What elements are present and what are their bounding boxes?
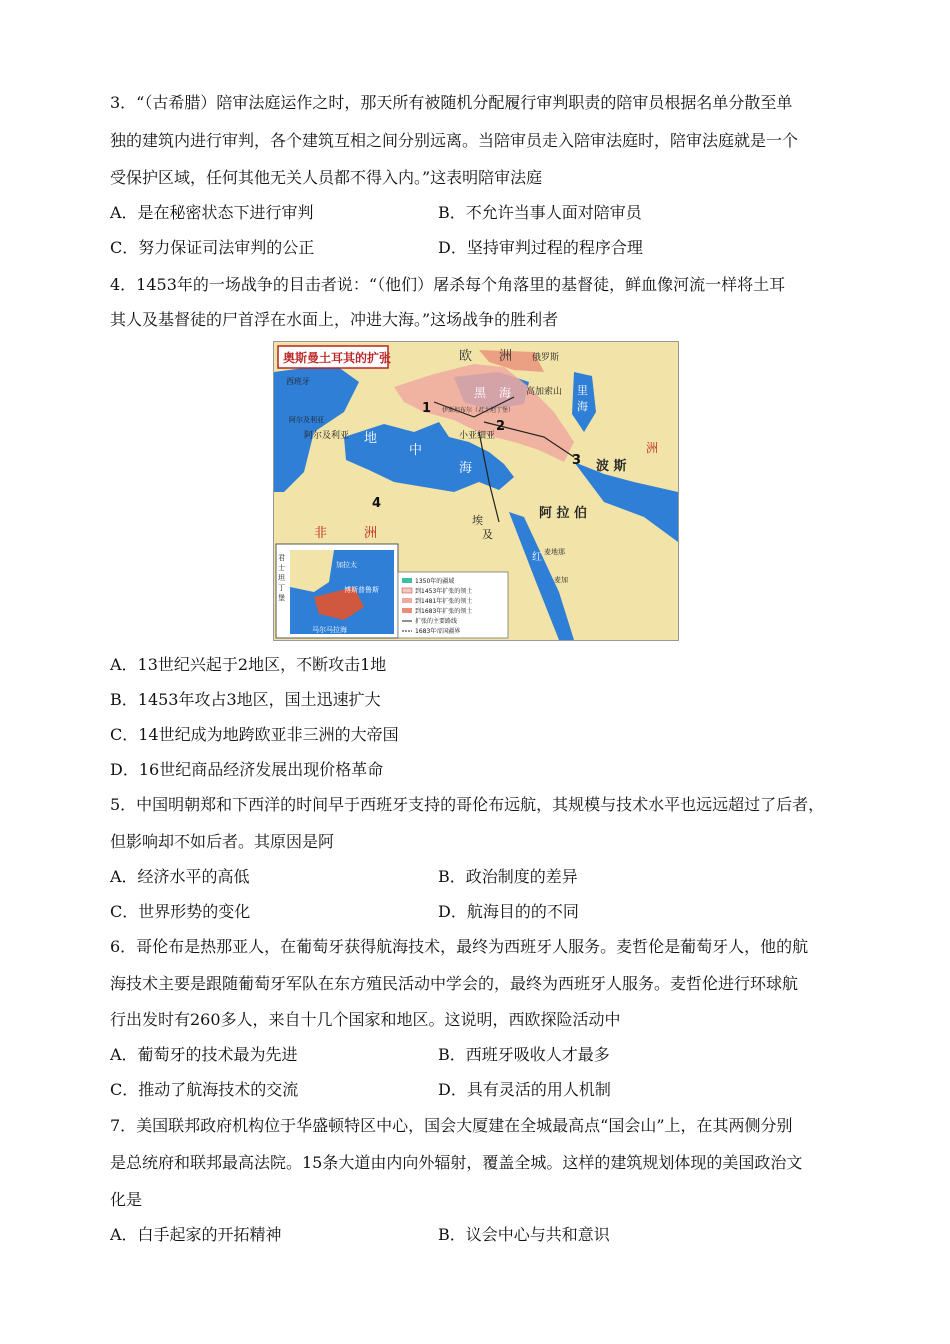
q7-option-a[interactable]: A．白手起家的开拓精神 bbox=[110, 1225, 282, 1244]
label-egypt-2: 及 bbox=[482, 528, 493, 541]
q6-stem-line-3: 行出发时有260多人，来自十几个国家和地区。这说明，西欧探险活动中 bbox=[110, 1010, 621, 1029]
label-caucasus: 高加索山 bbox=[526, 387, 563, 397]
label-algeria-short: 阿尔及利亚 bbox=[289, 416, 324, 424]
inset-marmara: 马尔马拉海 bbox=[312, 626, 347, 634]
legend-swatch-1 bbox=[402, 578, 412, 583]
q5-option-b[interactable]: B．政治制度的差异 bbox=[438, 867, 578, 886]
region-2: 2 bbox=[496, 419, 506, 434]
region-3: 3 bbox=[572, 453, 582, 468]
label-west-sea: 西班牙 bbox=[286, 377, 310, 386]
q5-stem-line-1: 5．中国明朝郑和下西洋的时间早于西班牙支持的哥伦布远航，其规模与技术水平也远远超过了后者， bbox=[110, 795, 825, 814]
label-europe-1: 欧 bbox=[459, 349, 473, 364]
q4-option-c[interactable]: C．14世纪成为地跨欧亚非三洲的大帝国 bbox=[110, 725, 399, 744]
label-egypt-1: 埃 bbox=[472, 514, 483, 527]
label-africa-2: 洲 bbox=[364, 526, 378, 541]
inset-galata: 加拉太 bbox=[336, 561, 357, 569]
inset-title-5: 堡 bbox=[278, 594, 285, 602]
label-algeria: 阿尔及利亚 bbox=[304, 431, 350, 441]
label-caspian-1: 里 bbox=[577, 384, 588, 397]
label-arabia: 阿 拉 伯 bbox=[539, 506, 588, 521]
legend-item-6: 1683年帝国疆界 bbox=[415, 628, 461, 635]
label-caspian-2: 海 bbox=[577, 400, 588, 413]
inset-golden-horn: 博斯普鲁斯 bbox=[344, 586, 379, 594]
legend-swatch-3 bbox=[402, 598, 412, 603]
q3-stem-line-1: 3．“（古希腊）陪审法庭运作之时，那天所有被随机分配履行审判职责的陪审员根据名单分散至单 bbox=[110, 93, 793, 112]
label-black-2: 海 bbox=[499, 386, 512, 400]
q3-option-d[interactable]: D．坚持审判过程的程序合理 bbox=[438, 238, 643, 257]
label-istanbul: 伊斯坦布尔（君士坦丁堡） bbox=[442, 407, 515, 414]
legend-item-4: 到1683年扩张的领土 bbox=[415, 608, 473, 615]
q4-stem-line-1: 4．1453年的一场战争的目击者说：“（他们）屠杀每个角落里的基督徒，鲜血像河流一样将土耳 bbox=[110, 275, 786, 294]
label-black-1: 黑 bbox=[474, 386, 487, 400]
legend-item-1: 1350年的疆域 bbox=[415, 578, 455, 585]
q5-stem-line-2: 但影响却不如后者。其原因是阿 bbox=[110, 832, 335, 851]
label-europe-2: 洲 bbox=[499, 349, 513, 364]
inset-title-3: 坦 bbox=[278, 574, 285, 582]
label-asia-minor: 小亚细亚 bbox=[459, 431, 496, 441]
q3-stem-line-2: 独的建筑内进行审判，各个建筑互相之间分别远离。当陪审员走入陪审法庭时，陪审法庭就是一个 bbox=[110, 131, 799, 150]
label-asia: 洲 bbox=[646, 441, 659, 455]
label-africa-1: 非 bbox=[314, 526, 328, 541]
region-1: 1 bbox=[422, 401, 432, 416]
label-persia: 波 斯 bbox=[596, 459, 627, 474]
label-med-3: 海 bbox=[459, 461, 473, 476]
q3-option-c[interactable]: C．努力保证司法审判的公正 bbox=[110, 238, 315, 257]
q6-option-c[interactable]: C．推动了航海技术的交流 bbox=[110, 1080, 299, 1099]
label-med-2: 中 bbox=[409, 443, 423, 458]
q5-option-c[interactable]: C．世界形势的变化 bbox=[110, 902, 251, 921]
q5-option-a[interactable]: A．经济水平的高低 bbox=[110, 867, 250, 886]
q4-option-d[interactable]: D．16世纪商品经济发展出现价格革命 bbox=[110, 760, 384, 779]
q6-option-d[interactable]: D．具有灵活的用人机制 bbox=[438, 1080, 611, 1099]
ottoman-expansion-map bbox=[273, 341, 679, 641]
label-med-1: 地 bbox=[364, 431, 378, 446]
legend-swatch-2 bbox=[402, 588, 412, 593]
label-red-sea: 红 bbox=[532, 552, 542, 563]
q5-option-d[interactable]: D．航海目的的不同 bbox=[438, 902, 579, 921]
q3-stem-line-3: 受保护区域，任何其他无关人员都不得入内。”这表明陪审法庭 bbox=[110, 168, 543, 187]
q7-option-b[interactable]: B．议会中心与共和意识 bbox=[438, 1225, 610, 1244]
q3-option-b[interactable]: B．不允许当事人面对陪审员 bbox=[438, 203, 642, 222]
q4-stem-line-2: 其人及基督徒的尸首浮在水面上，冲进大海。”这场战争的胜利者 bbox=[110, 310, 559, 329]
label-russia: 俄罗斯 bbox=[532, 353, 560, 363]
legend-item-5: 扩张的主要路线 bbox=[415, 618, 458, 625]
q6-option-a[interactable]: A．葡萄牙的技术最为先进 bbox=[110, 1045, 298, 1064]
legend-item-2: 到1453年扩张的领土 bbox=[415, 588, 473, 595]
inset-title-1: 君 bbox=[278, 554, 285, 562]
map-title: 奥斯曼土耳其的扩张 bbox=[283, 351, 392, 365]
q6-stem-line-2: 海技术主要是跟随葡萄牙军队在东方殖民活动中学会的，最终为西班牙人服务。麦哲伦进行环球航 bbox=[110, 974, 799, 993]
region-4: 4 bbox=[372, 496, 382, 511]
legend-swatch-4 bbox=[402, 608, 412, 613]
q6-stem-line-1: 6．哥伦布是热那亚人，在葡萄牙获得航海技术，最终为西班牙人服务。麦哲伦是葡萄牙人，他的航 bbox=[110, 937, 809, 956]
label-mecca: 麦加 bbox=[554, 576, 568, 584]
q4-option-a[interactable]: A．13世纪兴起于2地区，不断攻击1地 bbox=[110, 655, 387, 674]
q7-stem-line-2: 是总统府和联邦最高法院。15条大道由内向外辐射，覆盖全城。这样的建筑规划体现的美国政治文 bbox=[110, 1153, 803, 1172]
q6-option-b[interactable]: B．西班牙吸收人才最多 bbox=[438, 1045, 610, 1064]
inset-title-2: 士 bbox=[278, 564, 285, 572]
inset-title-4: 丁 bbox=[278, 584, 285, 592]
label-medina: 麦地那 bbox=[544, 548, 565, 556]
legend-item-3: 到1481年扩张的领土 bbox=[415, 598, 473, 605]
q4-option-b[interactable]: B．1453年攻占3地区，国土迅速扩大 bbox=[110, 690, 381, 709]
q7-stem-line-1: 7．美国联邦政府机构位于华盛顿特区中心，国会大厦建在全城最高点“国会山”上，在其两侧分别 bbox=[110, 1116, 793, 1135]
q3-option-a[interactable]: A．是在秘密状态下进行审判 bbox=[110, 203, 314, 222]
q7-stem-line-3: 化是 bbox=[110, 1190, 143, 1209]
